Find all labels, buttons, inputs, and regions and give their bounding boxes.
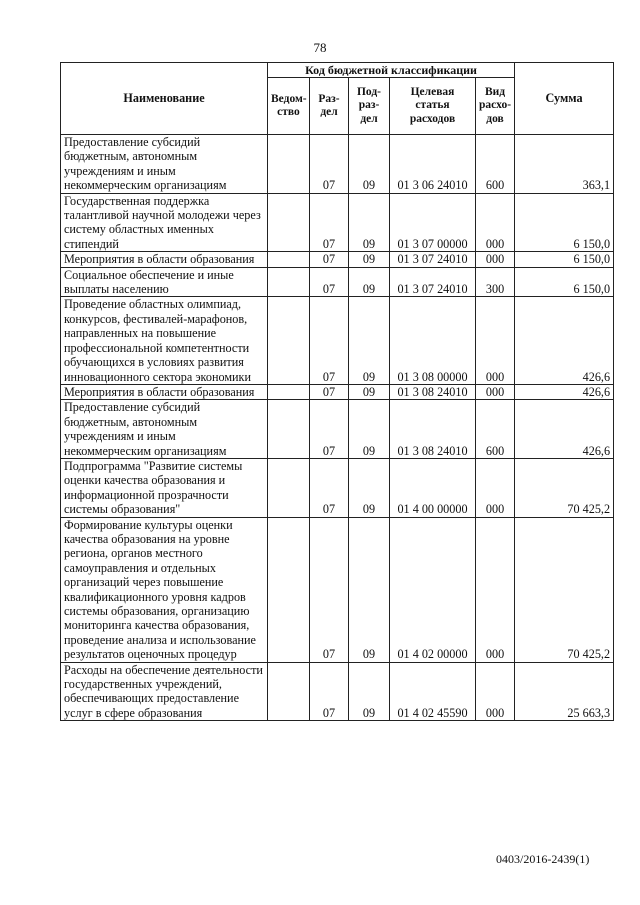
row-vid: 600 <box>476 400 515 459</box>
row-podrazdel: 09 <box>349 384 390 399</box>
row-razdel: 07 <box>310 662 349 721</box>
row-target: 01 3 08 24010 <box>390 400 476 459</box>
row-razdel: 07 <box>310 384 349 399</box>
row-name: Проведение областных олимпиад, конкурсов, фестивалей-марафонов, направленных на повышение профессиональной компетентности обучающихся в условиях развития инновационного сектора экономики <box>61 297 268 384</box>
row-sum: 6 150,0 <box>515 267 614 297</box>
row-vedomstvo <box>268 297 310 384</box>
row-razdel: 07 <box>310 297 349 384</box>
row-name: Предоставление субсидий бюджетным, автономным учреждениям и иным некоммерческим организациям <box>61 135 268 194</box>
header-podrazdel: Под-раз-дел <box>349 78 390 135</box>
budget-table <box>60 62 614 721</box>
header-target: Целевая статья расходов <box>390 78 476 135</box>
table-row <box>61 662 614 721</box>
page-number: 78 <box>313 40 327 55</box>
row-podrazdel: 09 <box>349 135 390 194</box>
row-podrazdel: 09 <box>349 458 390 517</box>
row-podrazdel: 09 <box>349 193 390 252</box>
row-razdel: 07 <box>310 252 349 267</box>
row-target: 01 3 07 24010 <box>390 267 476 297</box>
row-podrazdel: 09 <box>349 662 390 721</box>
row-target: 01 3 07 00000 <box>390 193 476 252</box>
row-sum: 6 150,0 <box>515 252 614 267</box>
table-row <box>61 135 614 194</box>
row-sum: 426,6 <box>515 384 614 399</box>
row-target: 01 4 02 45590 <box>390 662 476 721</box>
row-razdel: 07 <box>310 193 349 252</box>
row-vedomstvo <box>268 384 310 399</box>
row-vedomstvo <box>268 135 310 194</box>
row-vid: 000 <box>476 517 515 662</box>
row-sum: 6 150,0 <box>515 193 614 252</box>
table-row <box>61 517 614 662</box>
table-row <box>61 267 614 297</box>
document-code: 0403/2016-2439(1) <box>496 852 590 866</box>
table-body <box>61 135 614 721</box>
header-name: Наименование <box>61 63 268 135</box>
row-sum: 426,6 <box>515 400 614 459</box>
row-razdel: 07 <box>310 400 349 459</box>
row-name: Мероприятия в области образования <box>61 252 268 267</box>
row-vid: 000 <box>476 662 515 721</box>
row-vid: 000 <box>476 384 515 399</box>
row-sum: 25 663,3 <box>515 662 614 721</box>
row-name: Предоставление субсидий бюджетным, автономным учреждениям и иным некоммерческим организациям <box>61 400 268 459</box>
row-name: Социальное обеспечение и иные выплаты населению <box>61 267 268 297</box>
table-row <box>61 252 614 267</box>
row-name: Расходы на обеспечение деятельности государственных учреждений, обеспечивающих предоставление услуг в сфере образования <box>61 662 268 721</box>
row-target: 01 4 02 00000 <box>390 517 476 662</box>
row-podrazdel: 09 <box>349 252 390 267</box>
row-vid: 600 <box>476 135 515 194</box>
row-vid: 000 <box>476 458 515 517</box>
table-header <box>61 63 614 135</box>
row-vid: 300 <box>476 267 515 297</box>
row-razdel: 07 <box>310 517 349 662</box>
row-podrazdel: 09 <box>349 267 390 297</box>
header-vedomstvo: Ведом-ство <box>268 78 310 135</box>
row-target: 01 4 00 00000 <box>390 458 476 517</box>
row-target: 01 3 07 24010 <box>390 252 476 267</box>
header-razdel: Раз-дел <box>310 78 349 135</box>
row-podrazdel: 09 <box>349 297 390 384</box>
row-name: Подпрограмма "Развитие системы оценки качества образования и информационной прозрачности системы образования" <box>61 458 268 517</box>
table-row <box>61 297 614 384</box>
row-sum: 363,1 <box>515 135 614 194</box>
row-vedomstvo <box>268 400 310 459</box>
table-row <box>61 458 614 517</box>
row-target: 01 3 06 24010 <box>390 135 476 194</box>
row-vedomstvo <box>268 252 310 267</box>
row-razdel: 07 <box>310 135 349 194</box>
row-vedomstvo <box>268 193 310 252</box>
header-vid: Вид расхо-дов <box>476 78 515 135</box>
row-name: Формирование культуры оценки качества образования на уровне региона, органов местного самоуправления и отдельных организаций через повышение квалификационного уровня кадров системы образования, организацию мониторинга качества образования, проведение анализа и использование результатов оценочных процедур <box>61 517 268 662</box>
row-podrazdel: 09 <box>349 517 390 662</box>
table-row <box>61 384 614 399</box>
row-target: 01 3 08 00000 <box>390 297 476 384</box>
row-sum: 70 425,2 <box>515 458 614 517</box>
row-name: Мероприятия в области образования <box>61 384 268 399</box>
row-vid: 000 <box>476 252 515 267</box>
header-classification-group: Код бюджетной классификации <box>268 63 515 78</box>
row-vedomstvo <box>268 458 310 517</box>
row-razdel: 07 <box>310 458 349 517</box>
table-row <box>61 400 614 459</box>
header-sum: Сумма <box>515 63 614 135</box>
row-vedomstvo <box>268 267 310 297</box>
row-podrazdel: 09 <box>349 400 390 459</box>
row-vedomstvo <box>268 662 310 721</box>
row-vid: 000 <box>476 297 515 384</box>
row-vedomstvo <box>268 517 310 662</box>
row-target: 01 3 08 24010 <box>390 384 476 399</box>
row-razdel: 07 <box>310 267 349 297</box>
row-vid: 000 <box>476 193 515 252</box>
table-row <box>61 193 614 252</box>
row-name: Государственная поддержка талантливой научной молодежи через систему областных именных стипендий <box>61 193 268 252</box>
row-sum: 426,6 <box>515 297 614 384</box>
row-sum: 70 425,2 <box>515 517 614 662</box>
